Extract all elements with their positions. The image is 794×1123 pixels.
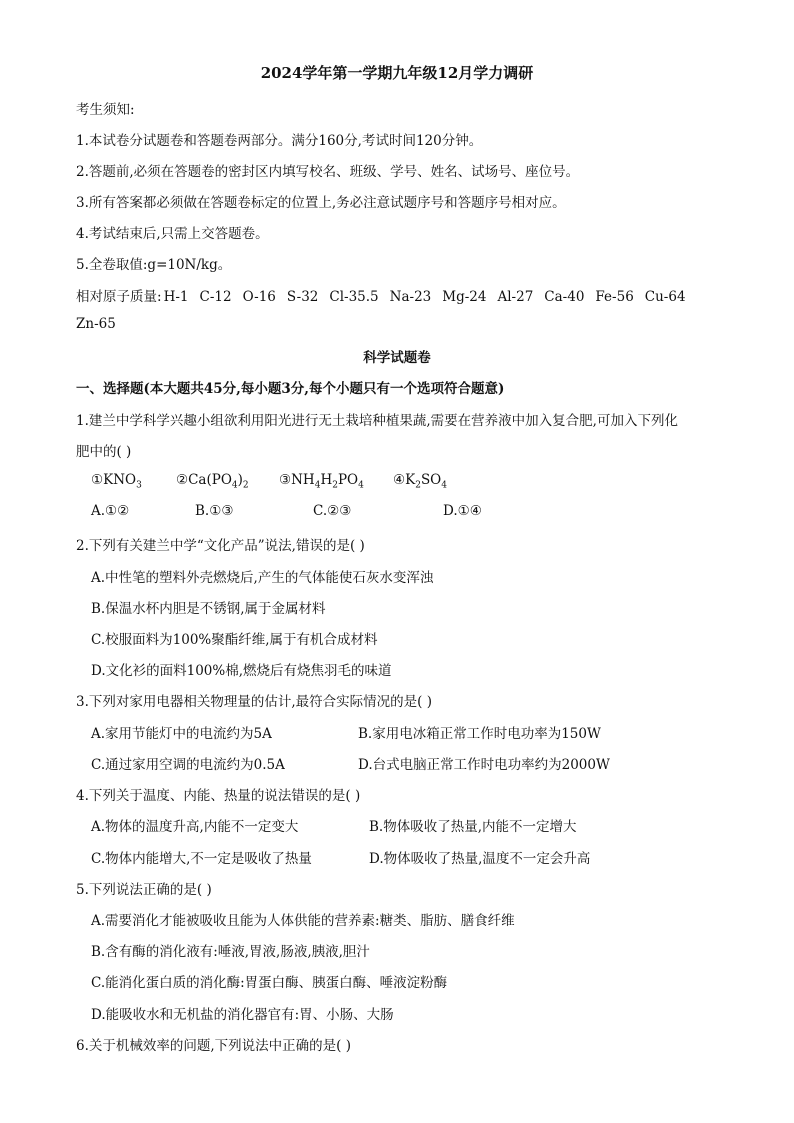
q5-option-c: C.能消化蛋白质的消化酶:胃蛋白酶、胰蛋白酶、唾液淀粉酶 <box>91 975 448 991</box>
q3-stem: 3.下列对家用电器相关物理量的估计,最符合实际情况的是( ) <box>76 694 432 710</box>
atom-item: S-32 <box>286 289 319 305</box>
notice-item-5: 5.全卷取值:g=10N/kg。 <box>76 257 232 273</box>
q2-option-c: C.校服面料为100%聚酯纤维,属于有机合成材料 <box>91 632 378 648</box>
atom-item: O-16 <box>242 289 276 305</box>
atom-item: C-12 <box>199 289 232 305</box>
atomic-masses-wrap: Zn-65 <box>76 316 116 332</box>
q3-option-b: B.家用电冰箱正常工作时电功率为150W <box>358 726 601 742</box>
q4-option-a: A.物体的温度升高,内能不一定变大 <box>91 819 299 835</box>
q1-option-a: A.①② <box>91 503 130 519</box>
atom-item: Cu-64 <box>644 289 686 305</box>
q6-stem: 6.关于机械效率的问题,下列说法中正确的是( ) <box>76 1038 351 1054</box>
q4-option-c: C.物体内能增大,不一定是吸收了热量 <box>91 851 312 867</box>
q3-option-a: A.家用节能灯中的电流约为5A <box>91 726 272 742</box>
atom-item: Fe-56 <box>595 289 634 305</box>
paper-title: 科学试题卷 <box>363 350 431 366</box>
atom-item: H-1 <box>163 289 189 305</box>
atom-item: Na-23 <box>389 289 432 305</box>
atom-item: Al-27 <box>497 289 534 305</box>
q3-option-c: C.通过家用空调的电流约为0.5A <box>91 757 285 773</box>
atomic-masses <box>76 285 697 305</box>
q3-option-d: D.台式电脑正常工作时电功率约为2000W <box>358 757 610 773</box>
notice-item-1: 1.本试卷分试题卷和答题卷两部分。满分160分,考试时间120分钟。 <box>76 133 483 149</box>
q1-option-b: B.①③ <box>195 503 234 519</box>
q2-option-a: A.中性笔的塑料外壳燃烧后,产生的气体能使石灰水变浑浊 <box>91 570 434 586</box>
notice-item-4: 4.考试结束后,只需上交答题卷。 <box>76 226 269 242</box>
atom-item: Cl-35.5 <box>329 289 379 305</box>
q5-option-d: D.能吸收水和无机盐的消化器官有:胃、小肠、大肠 <box>91 1007 394 1023</box>
atom-item: Mg-24 <box>442 289 487 305</box>
q2-option-b: B.保温水杯内胆是不锈钢,属于金属材料 <box>91 601 326 617</box>
q2-stem: 2.下列有关建兰中学“文化产品”说法,错误的是( ) <box>76 538 365 554</box>
q1-stem-line1: 1.建兰中学科学兴趣小组欲利用阳光进行无土栽培种植果蔬,需要在营养液中加入复合肥,可加入下列化 <box>76 413 678 429</box>
q1-choice-1: $①KNO_3$ <box>91 472 142 491</box>
q1-option-c: C.②③ <box>313 503 352 519</box>
q2-option-d: D.文化衫的面料100%棉,燃烧后有烧焦羽毛的味道 <box>91 663 392 679</box>
q1-choice-4: $④K_2SO_4$ <box>393 472 447 491</box>
exam-title: 2024学年第一学期九年级12月学力调研 <box>260 64 534 82</box>
notice-item-2: 2.答题前,必须在答题卷的密封区内填写校名、班级、学号、姓名、试场号、座位号。 <box>76 164 580 180</box>
q4-option-d: D.物体吸收了热量,温度不一定会升高 <box>369 851 591 867</box>
q5-option-b: B.含有酶的消化液有:唾液,胃液,肠液,胰液,胆汁 <box>91 944 370 960</box>
q1-choice-3: $③NH_4H_2PO_4$ <box>279 472 364 491</box>
q1-option-d: D.①④ <box>443 503 482 519</box>
q4-stem: 4.下列关于温度、内能、热量的说法错误的是( ) <box>76 788 361 804</box>
q4-option-b: B.物体吸收了热量,内能不一定增大 <box>369 819 577 835</box>
q5-option-a: A.需要消化才能被吸收且能为人体供能的营养素:糖类、脂肪、膳食纤维 <box>91 913 515 929</box>
q1-choice-2: $②Ca(PO_4)_2$ <box>176 472 249 491</box>
section-heading: 一、选择题(本大题共45分,每小题3分,每个小题只有一个选项符合题意) <box>76 381 505 397</box>
notice-heading: 考生须知: <box>76 102 135 118</box>
q5-stem: 5.下列说法正确的是( ) <box>76 882 212 898</box>
atomic-masses-label: 相对原子质量: <box>76 289 162 305</box>
notice-item-3: 3.所有答案都必须做在答题卷标定的位置上,务必注意试题序号和答题序号相对应。 <box>76 195 566 211</box>
q1-stem-line2: 肥中的( ) <box>76 444 132 460</box>
atom-item: Ca-40 <box>544 289 585 305</box>
